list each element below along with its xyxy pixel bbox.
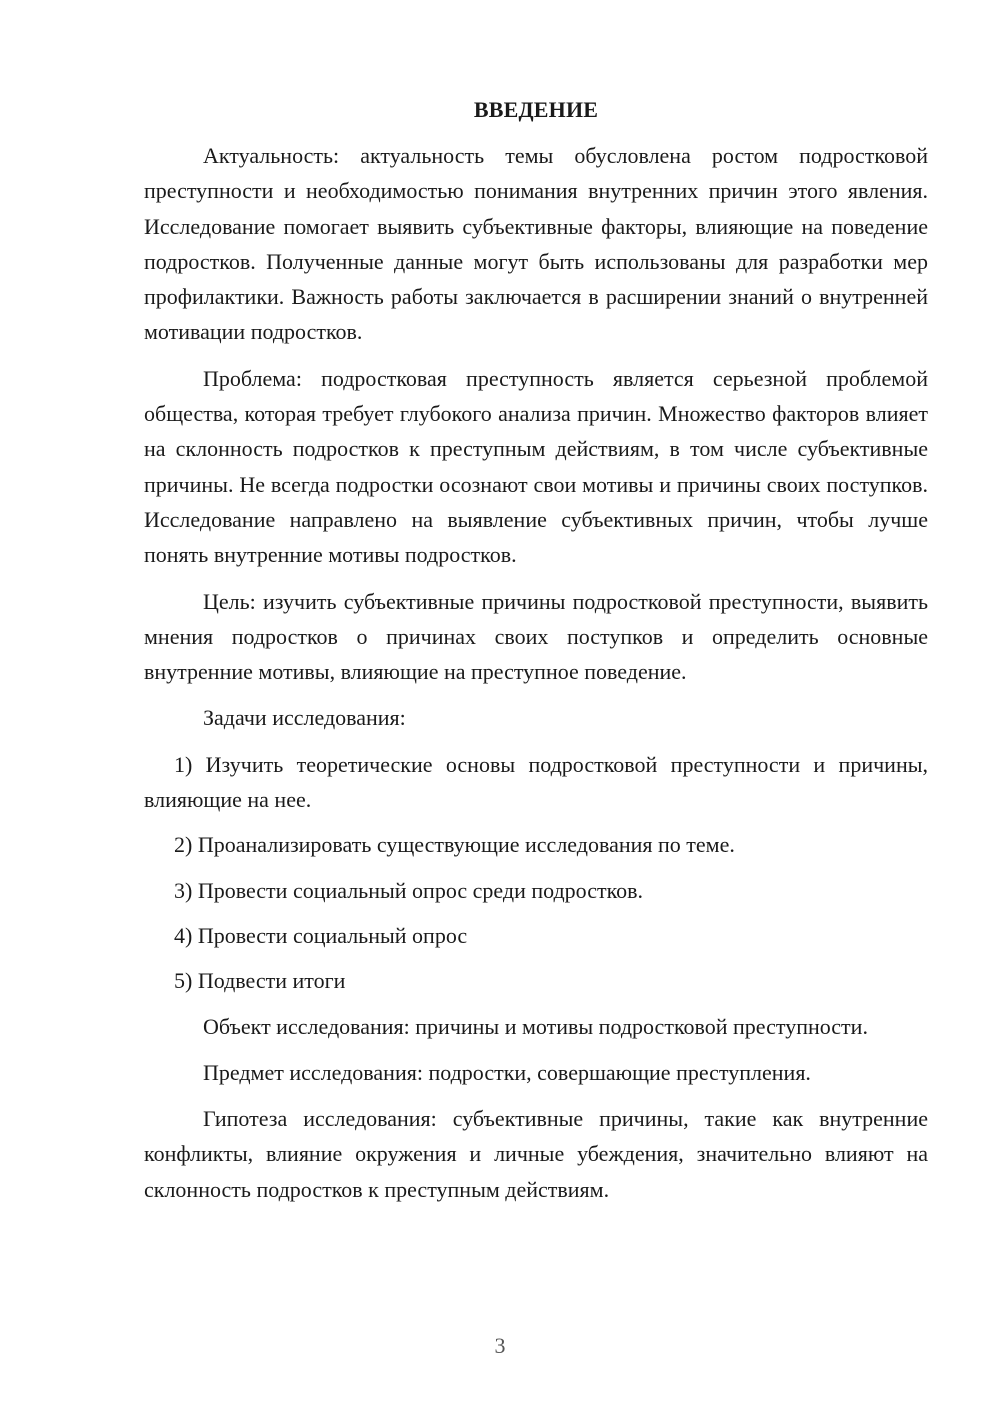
page-number: 3 xyxy=(494,1333,506,1358)
object-paragraph: Объект исследования: причины и мотивы подростковой преступности. xyxy=(203,1013,868,1039)
goal-paragraph: Цель: изучить субъективные причины подростковой преступности, выявить мнения подростков о причинах своих поступков и определить основные внутренние мотивы, влияющие на преступное поведение. xyxy=(144,588,928,685)
task-item-2: 2) Проанализировать существующие исследования по теме. xyxy=(174,832,735,858)
task-item-1: 1) Изучить теоретические основы подростковой преступности и причины, влияющие на нее. xyxy=(144,751,928,813)
relevance-paragraph: Актуальность: актуальность темы обусловлена ростом подростковой преступности и необходимостью понимания внутренних причин этого явления. Исследование помогает выявить субъективные факторы, влияющие на поведение подростков. Полученные данные могут быть использованы для разработки мер профилактики. Важность работы заключается в расширении знаний о внутренней мотивации подростков. xyxy=(144,143,928,345)
hypothesis-paragraph: Гипотеза исследования: субъективные причины, такие как внутренние конфликты, влияние окружения и личные убеждения, значительно влияют на склонность подростков к преступным действиям. xyxy=(144,1106,928,1202)
task-item-3: 3) Провести социальный опрос среди подростков. xyxy=(174,877,644,903)
task-item-5: 5) Подвести итоги xyxy=(174,968,346,994)
tasks-heading: Задачи исследования: xyxy=(203,705,406,731)
task-item-4: 4) Провести социальный опрос xyxy=(174,922,468,948)
page-body xyxy=(144,94,928,1218)
subject-paragraph: Предмет исследования: подростки, совершающие преступления. xyxy=(203,1059,811,1085)
problem-paragraph: Проблема: подростковая преступность является серьезной проблемой общества, которая требует глубокого анализа причин. Множество факторов влияет на склонность подростков к преступным действиям, в том числе субъективные причины. Не всегда подростки осознают свои мотивы и причины своих поступков. Исследование направлено на выявление субъективных причин, чтобы лучше понять внутренние мотивы подростков. xyxy=(144,365,928,568)
section-heading: ВВЕДЕНИЕ xyxy=(473,97,599,122)
